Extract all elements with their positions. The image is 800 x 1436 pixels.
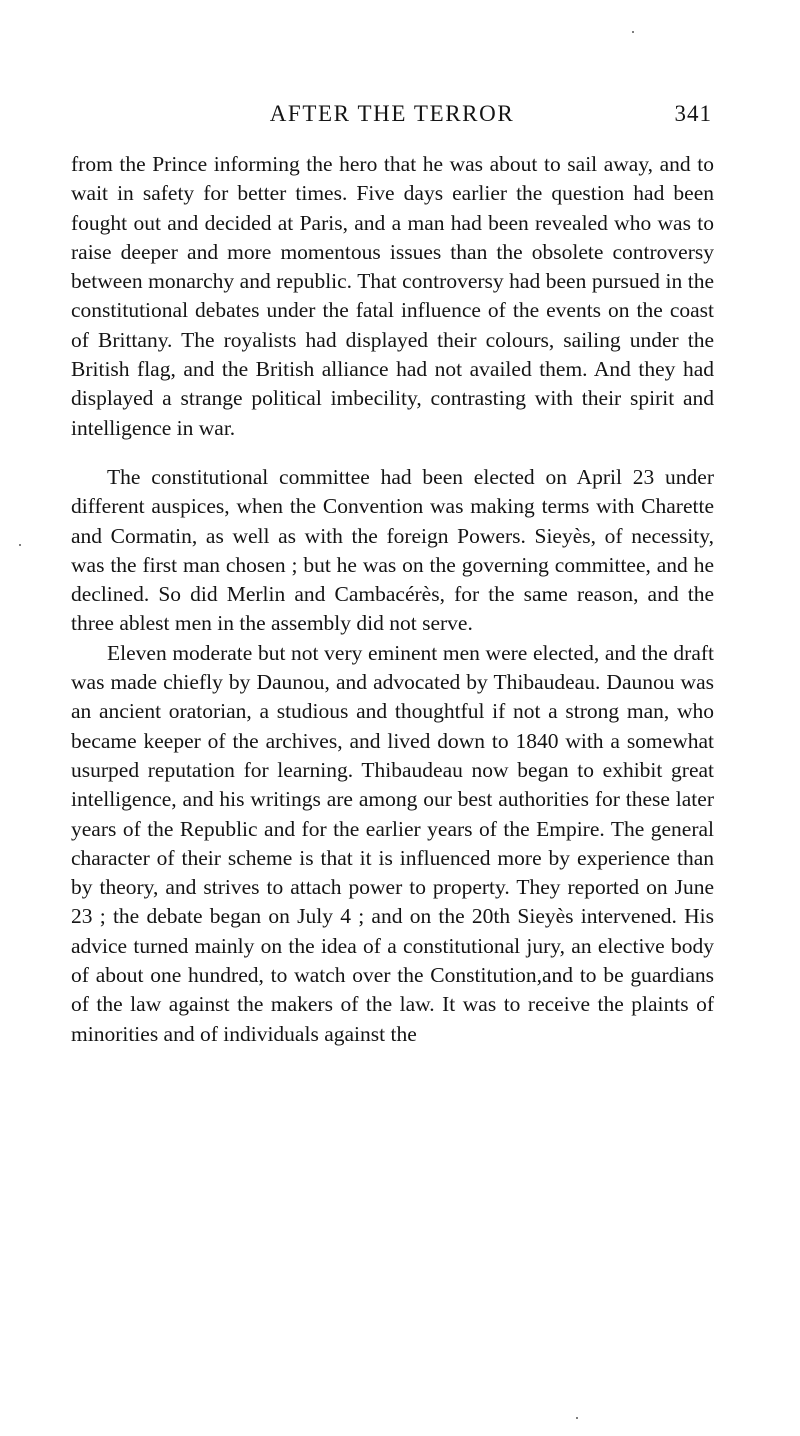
paragraph: from the Prince informing the hero that he was about to sail away, and to wait in safety for better times. Five days earlier the question had been fought out and decided at Paris, and a man had been revealed who was to raise deeper and more momentous issues than the obsolete controversy between monarchy and republic. That controversy had been pursued in the constitutional debates under the fatal influence of the events on the coast of Brittany. The royalists had displayed their colours, sailing under the British flag, and the British alliance had not availed them. And they had displayed a strange political imbecility, contrasting with their spirit and intelligence in war.: [71, 152, 714, 440]
running-title: AFTER THE TERROR: [269, 101, 515, 126]
page-number: 341: [674, 101, 712, 126]
body-text: [71, 150, 714, 1049]
paragraph: Eleven moderate but not very eminent men were elected, and the draft was made chiefly by Daunou, and advocated by Thibaudeau. Daunou was an ancient oratorian, a studious and thoughtful if not a strong man, who became keeper of the archives, and lived down to 1840 with a somewhat usurped reputation for learning. Thibaudeau now began to exhibit great intelligence, and his writings are among our best authorities for these later years of the Republic and for the earlier years of the Empire. The general character of their scheme is that it is influenced more by experience than by theory, and strives to attach power to property. They reported on June 23 ; the debate began on July 4 ; and on the 20th Sieyès intervened. His advice turned mainly on the idea of a constitutional jury, an elective body of about one hundred, to watch over the Constitution,and to be guardians of the law against the makers of the law. It was to receive the plaints of minorities and of individuals against the: [71, 640, 714, 1046]
running-header: [70, 98, 714, 130]
page-speck: [632, 31, 634, 33]
page-speck: [576, 1417, 578, 1419]
page-speck: [19, 544, 21, 546]
paragraph: The constitutional committee had been elected on April 23 under different auspices, when the Convention was making terms with Charette and Cormatin, as well as with the foreign Powers. Sieyès, of necessity, was the first man chosen ; but he was on the governing committee, and he declined. So did Merlin and Cambacérès, for the same reason, and the three ablest men in the assembly did not serve.: [71, 464, 714, 636]
